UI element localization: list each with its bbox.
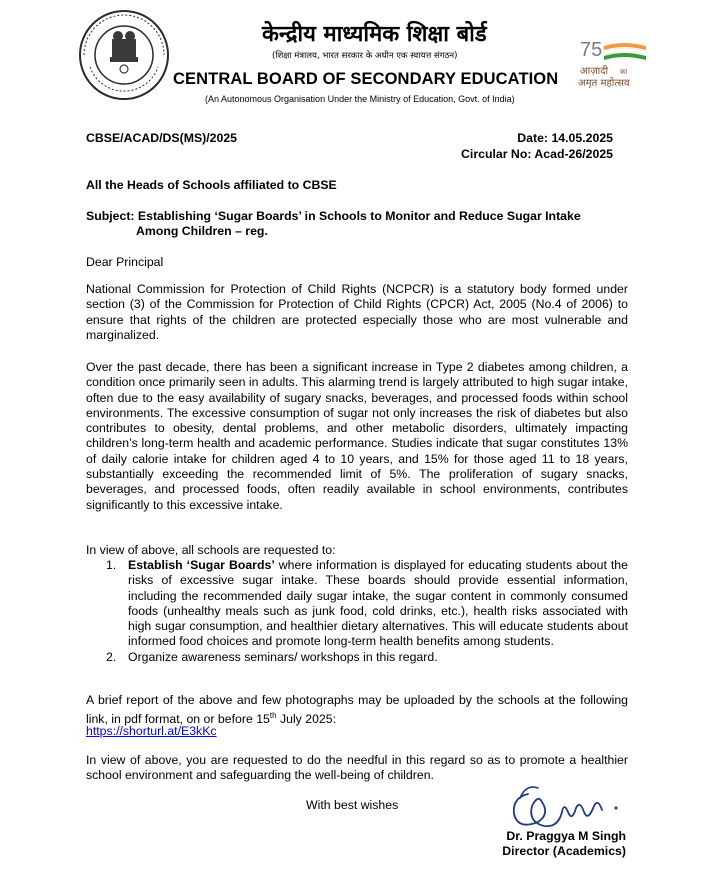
paragraph-ncpcr: National Commission for Protection of Child Rights (NCPCR) is a statutory body formed under section (3) of the Commission for Protection of Child Rights (CPCR) Act, 2005 (No.4 of 2006) to ensure that rights of the children are protected especially those who are most vulnerable and marginalized. (86, 282, 628, 342)
list-item (106, 650, 628, 665)
list-item-bold: Establish ‘Sugar Boards’ (128, 558, 275, 572)
request-list (106, 558, 628, 665)
reference-number: CBSE/ACAD/DS(MS)/2025 (86, 131, 238, 145)
amrit-line2: का (620, 68, 628, 76)
signature-image (498, 776, 638, 836)
greeting: Dear Principal (86, 255, 164, 269)
amrit-line3: अमृत महोत्सव (578, 78, 630, 88)
paragraph-request: In view of above, all schools are requested to: (86, 543, 336, 557)
hindi-subtitle: (शिक्षा मंत्रालय, भारत सरकार के अधीन एक स्वायत्त संगठन) (272, 51, 458, 61)
list-item-text: where information is displayed for educating students about the risks of excessive sugar intake. These boards should provide essential information, including the recommended daily sugar intake, the sugar content in commonly consumed foods (unhealthy meals such as junk food, cold drinks, etc.), health risks associated with high sugar consumption, and healthier dietary alternatives. This will educate students about informed food choices and promote long-term health benefits among students. (128, 558, 628, 649)
list-item-text: Organize awareness seminars/ workshops in this regard. (128, 649, 438, 664)
list-item-number: 1. (106, 558, 117, 572)
closing-wishes: With best wishes (306, 798, 399, 812)
english-title: CENTRAL BOARD OF SECONDARY EDUCATION (173, 70, 559, 88)
addressee: All the Heads of Schools affiliated to CBSE (86, 178, 337, 192)
circular-date: Date: 14.05.2025 (517, 131, 613, 145)
list-item-number: 2. (106, 649, 117, 664)
signer-block (502, 829, 626, 859)
paragraph-report (86, 693, 628, 728)
list-item (106, 558, 628, 650)
english-subtitle: (An Autonomous Organisation Under the Ministry of Education, Govt. of India) (205, 94, 515, 104)
paragraph-closing: In view of above, you are requested to do the needful in this regard so as to promote a healthier school environment and safeguarding the well-being of children. (86, 753, 628, 783)
upload-link[interactable]: https://shorturl.at/E3kKc (86, 724, 217, 738)
report-text-sup: th (269, 711, 277, 721)
amrit-line1: आज़ादी (580, 66, 609, 77)
circular-number: Circular No: Acad-26/2025 (461, 147, 613, 161)
cbse-emblem-icon (78, 9, 170, 101)
signer-name: Dr. Praggya M Singh (506, 829, 626, 843)
subject-line1: Subject: Establishing ‘Sugar Boards’ in Schools to Monitor and Reduce Sugar Intake (86, 209, 581, 223)
paragraph-diabetes: Over the past decade, there has been a significant increase in Type 2 diabetes among children, a condition once primarily seen in adults. This alarming trend is largely attributed to high sugar intake, often due to the easy availability of sugary snacks, beverages, and processed foods within school environments. The excessive consumption of sugar not only increases the risk of diabetes but also contributes to obesity, dental problems, and other metabolic disorders, ultimately impacting children’s long-term health and academic performance. Studies indicate that sugar constitutes 13% of daily calorie intake for children aged 4 to 10 years, and 15% for those aged 11 to 18 years, substantially exceeding the recommended limit of 5%. The proliferation of sugary snacks, beverages, and processed foods, often readily available in school environments, contributes significantly to this excessive intake. (86, 360, 628, 512)
amrit-number: 75 (580, 39, 603, 61)
hindi-title: केन्द्रीय माध्यमिक शिक्षा बोर्ड (262, 22, 487, 47)
subject-line2: Among Children – reg. (136, 224, 268, 238)
azadi-ka-amrit-mahotsav-logo (574, 36, 660, 88)
report-text-after: July 2025: (276, 712, 337, 727)
report-text-before: A brief report of the above and few photographs may be uploaded by the schools at the following link, in pdf format, on or before 15 (86, 693, 628, 727)
subject (86, 209, 631, 239)
signer-title: Director (Academics) (502, 844, 626, 858)
